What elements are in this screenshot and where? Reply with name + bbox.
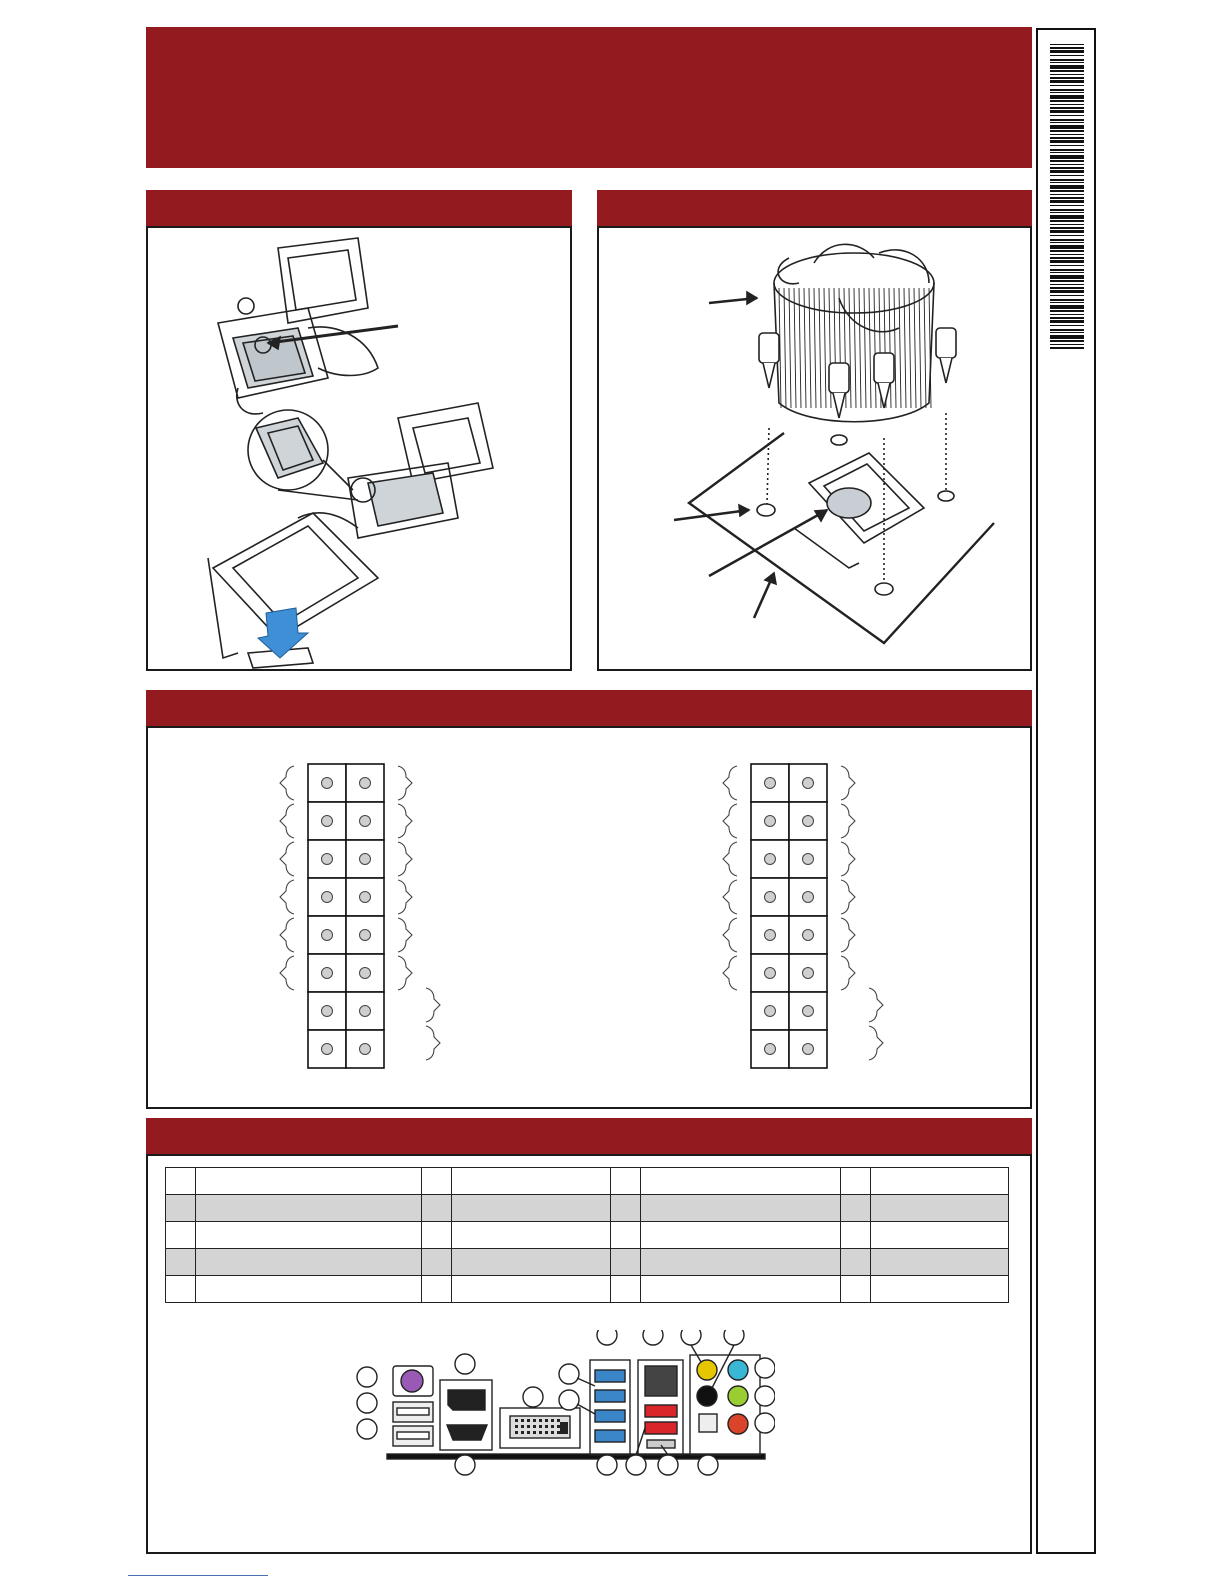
legend-label-cell [195, 1222, 421, 1249]
cooler-section-banner [597, 190, 1032, 226]
legend-label-cell [195, 1195, 421, 1222]
cpu-install-figure [146, 226, 572, 671]
legend-row [166, 1168, 1009, 1195]
legend-label-cell [871, 1168, 1009, 1195]
legend-label-cell [641, 1222, 841, 1249]
legend-number-cell [166, 1168, 196, 1195]
legend-label-cell [641, 1168, 841, 1195]
legend-label-cell [871, 1195, 1009, 1222]
cpu-section-banner [146, 190, 572, 226]
legend-label-cell [451, 1249, 611, 1276]
legend-number-cell [166, 1222, 196, 1249]
legend-number-cell [421, 1195, 451, 1222]
legend-label-cell [641, 1276, 841, 1303]
legend-number-cell [421, 1222, 451, 1249]
footer-rule [128, 1575, 268, 1576]
pin-header-right [723, 764, 883, 1068]
title-banner [146, 27, 1032, 168]
headers-figure [146, 726, 1032, 1109]
barcode-panel [1036, 28, 1096, 1554]
legend-label-cell [641, 1249, 841, 1276]
pin-header-left [280, 764, 440, 1068]
legend-label-cell [451, 1276, 611, 1303]
legend-label-cell [871, 1249, 1009, 1276]
legend-row [166, 1276, 1009, 1303]
legend-label-cell [871, 1276, 1009, 1303]
headers-section-banner [146, 690, 1032, 726]
legend-label-cell [451, 1222, 611, 1249]
legend-label-cell [195, 1276, 421, 1303]
legend-number-cell [421, 1168, 451, 1195]
legend-number-cell [166, 1249, 196, 1276]
legend-row [166, 1249, 1009, 1276]
legend-number-cell [841, 1222, 871, 1249]
legend-number-cell [166, 1195, 196, 1222]
legend-number-cell [841, 1276, 871, 1303]
legend-number-cell [611, 1195, 641, 1222]
legend-number-cell [611, 1276, 641, 1303]
legend-label-cell [195, 1249, 421, 1276]
cpu-install-illustration [148, 228, 570, 669]
cooler-install-figure [597, 226, 1032, 671]
legend-label-cell [451, 1168, 611, 1195]
legend-label-cell [871, 1222, 1009, 1249]
legend-label-cell [195, 1168, 421, 1195]
legend-number-cell [166, 1276, 196, 1303]
barcode-image [1050, 44, 1084, 349]
legend-label-cell [641, 1195, 841, 1222]
legend-row [166, 1195, 1009, 1222]
rear-io-panel-illustration [355, 1330, 775, 1490]
legend-number-cell [611, 1249, 641, 1276]
legend-number-cell [421, 1276, 451, 1303]
legend-number-cell [611, 1222, 641, 1249]
cooler-install-illustration [599, 228, 1030, 669]
legend-label-cell [451, 1195, 611, 1222]
rear-io-section-banner [146, 1118, 1032, 1154]
port-legend-table [165, 1167, 1009, 1303]
legend-number-cell [841, 1249, 871, 1276]
legend-number-cell [841, 1195, 871, 1222]
legend-row [166, 1222, 1009, 1249]
legend-number-cell [421, 1249, 451, 1276]
pin-header-diagrams [148, 728, 1030, 1107]
legend-number-cell [841, 1168, 871, 1195]
legend-number-cell [611, 1168, 641, 1195]
